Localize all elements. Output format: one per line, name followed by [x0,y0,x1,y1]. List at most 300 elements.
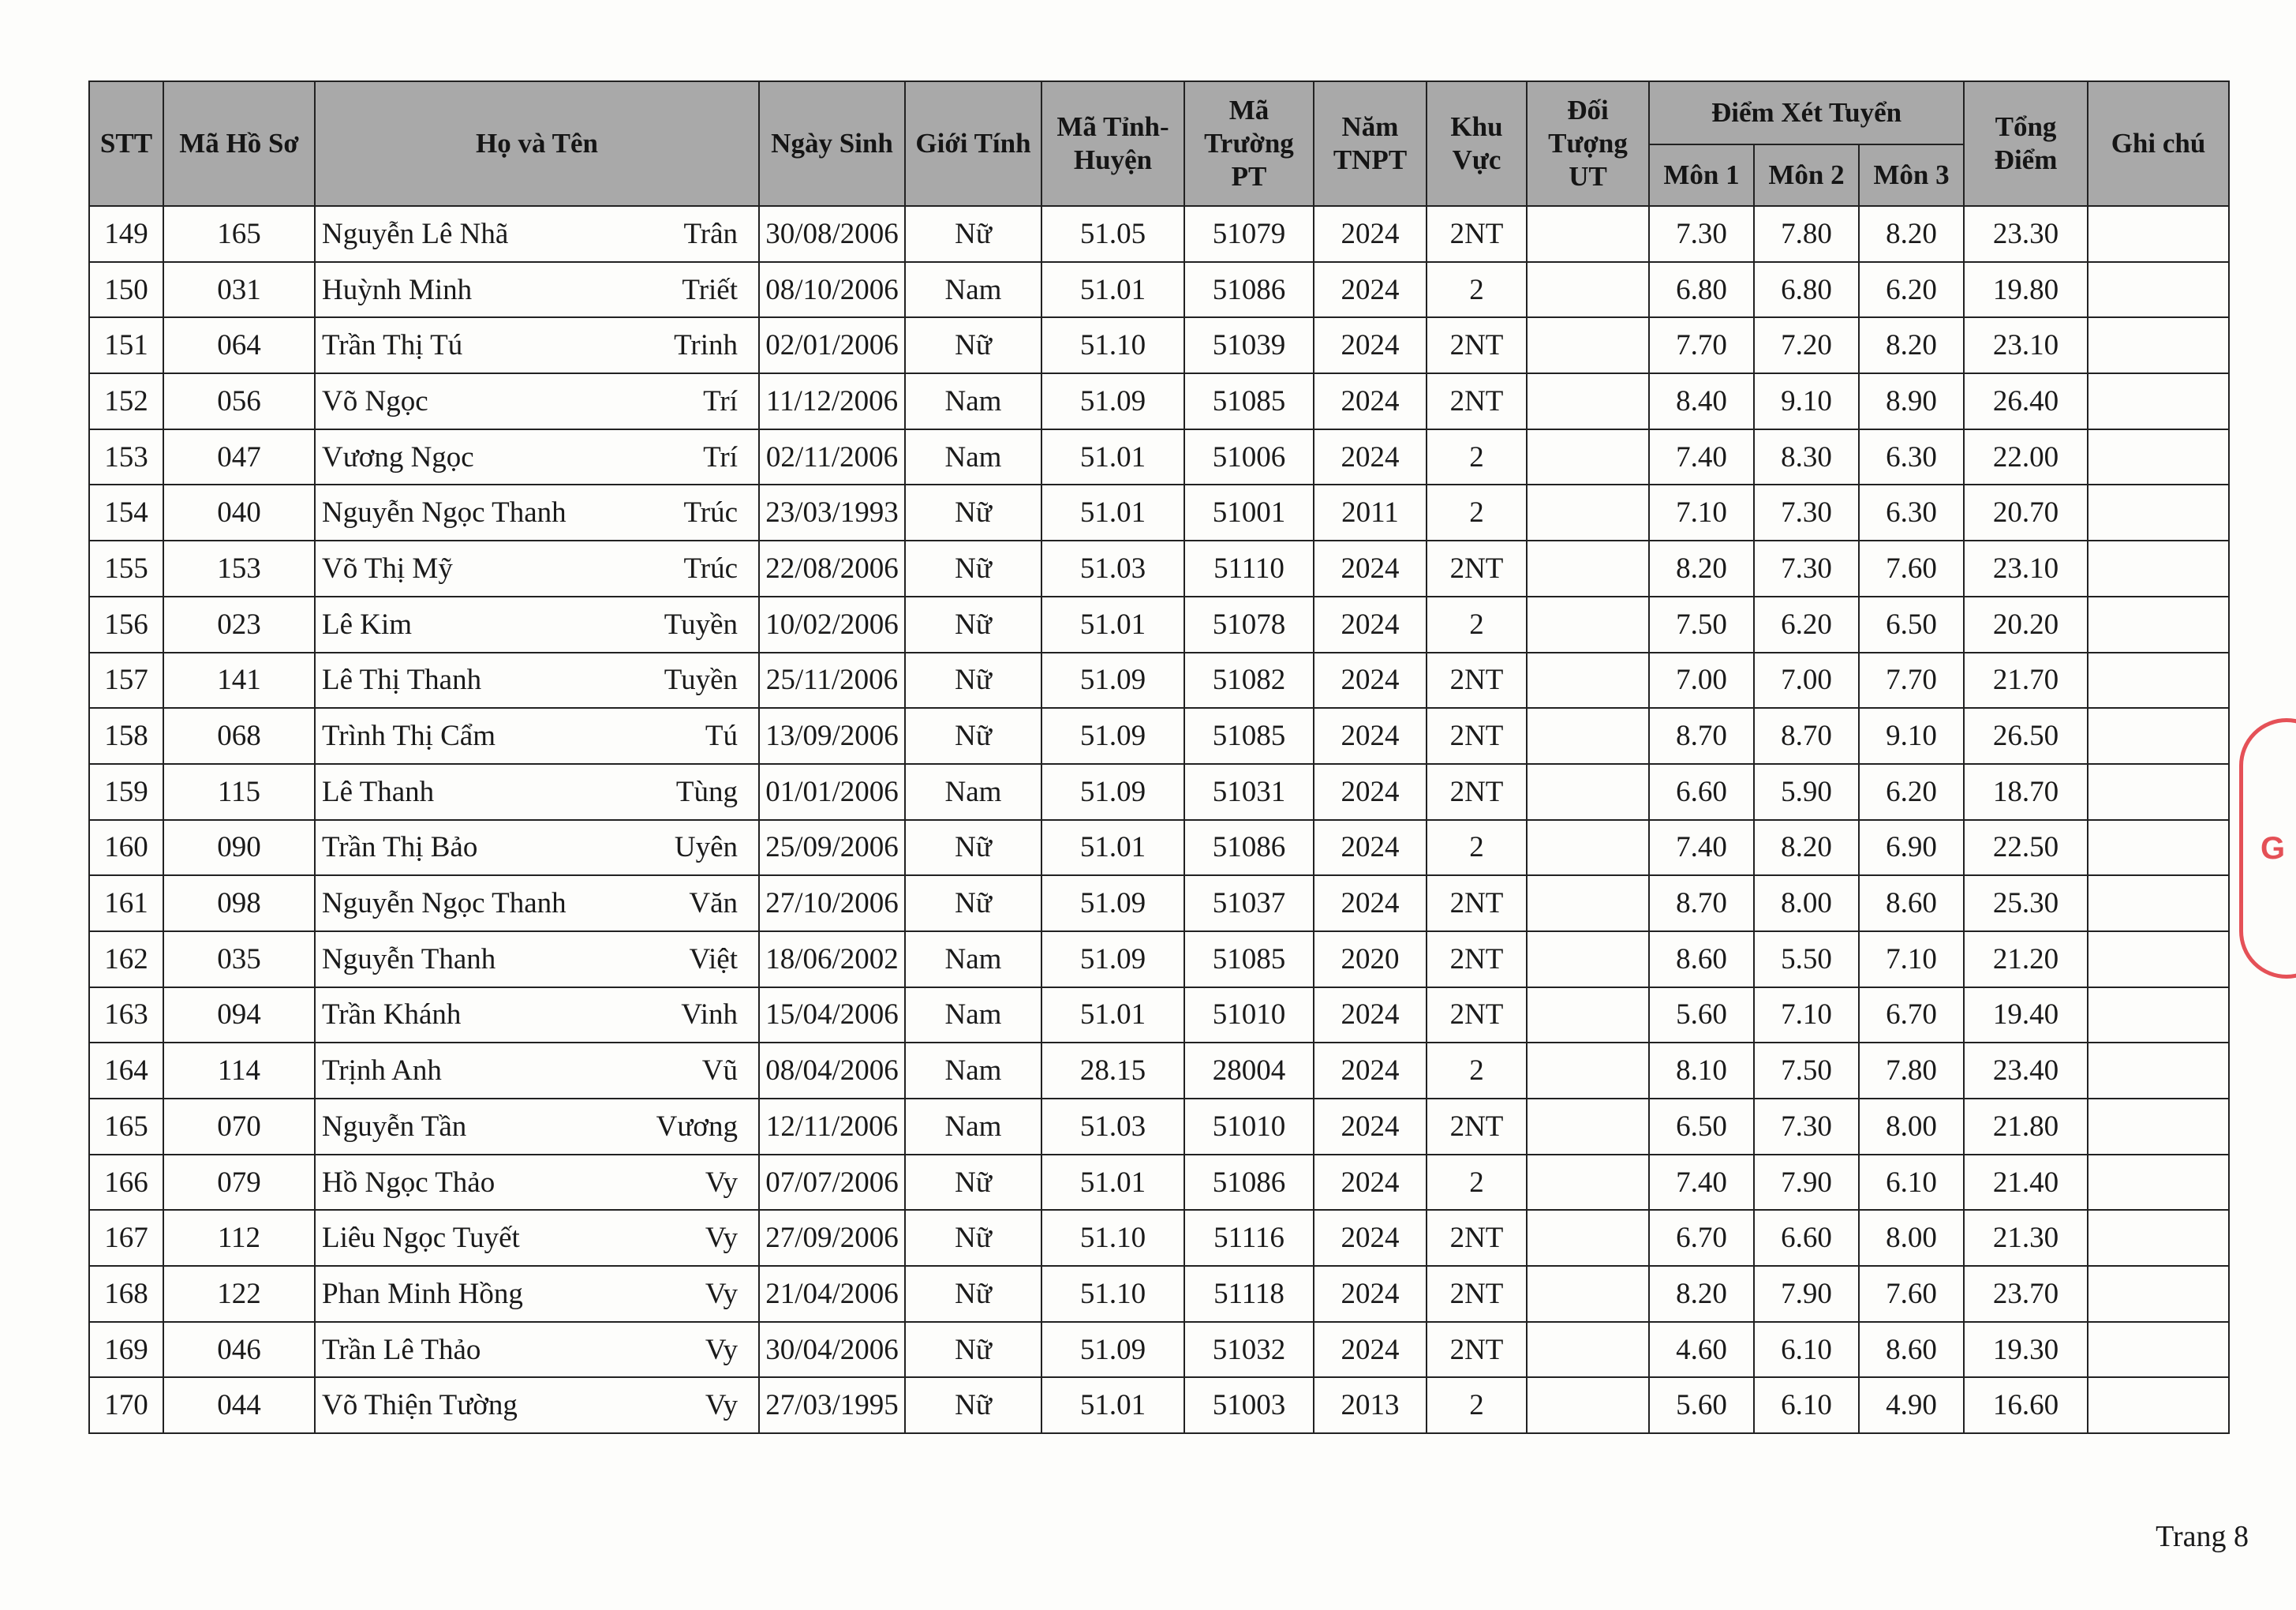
table-row [89,764,2229,820]
ho-va-ten-cell [315,1043,759,1099]
table-row [89,820,2229,876]
ma-ho-so-cell: 079 [163,1155,315,1211]
ma-ho-so-cell: 056 [163,373,315,429]
gioi-tinh-cell: Nam [905,987,1041,1043]
ho-va-ten-cell [315,206,759,262]
nam-tnpt-cell: 2024 [1314,1099,1427,1155]
gioi-tinh-cell: Nữ [905,875,1041,931]
ma-tinh-huyen-cell: 51.01 [1041,429,1184,485]
gioi-tinh-cell: Nam [905,1043,1041,1099]
ma-tinh-huyen-cell: 28.15 [1041,1043,1184,1099]
ghi-chu-cell [2088,987,2229,1043]
khu-vuc-cell: 2NT [1427,1210,1527,1266]
ten: Uyên [674,831,738,864]
ho-lot: Liêu Ngọc Tuyết [322,1222,520,1255]
gioi-tinh-cell: Nữ [905,485,1041,541]
ho-va-ten-cell [315,262,759,318]
mon3-cell: 6.10 [1859,1155,1964,1211]
stt-cell: 156 [89,597,163,653]
gioi-tinh-cell: Nam [905,262,1041,318]
ghi-chu-cell [2088,1266,2229,1322]
ten: Vũ [701,1054,738,1088]
nam-tnpt-cell: 2020 [1314,931,1427,987]
ma-ho-so-cell: 035 [163,931,315,987]
nam-tnpt-cell: 2024 [1314,653,1427,709]
gioi-tinh-cell: Nam [905,373,1041,429]
khu-vuc-cell: 2NT [1427,317,1527,373]
khu-vuc-cell: 2NT [1427,708,1527,764]
tong-diem-cell: 21.80 [1964,1099,2088,1155]
tong-diem-cell: 26.40 [1964,373,2088,429]
ten: Việt [689,942,738,975]
stt-cell: 151 [89,317,163,373]
col-mon2-header: Môn 2 [1754,144,1859,206]
tong-diem-cell: 22.00 [1964,429,2088,485]
stt-cell: 150 [89,262,163,318]
stt-cell: 155 [89,541,163,597]
khu-vuc-cell: 2NT [1427,1322,1527,1378]
ho-lot: Trần Lê Thảo [322,1333,481,1366]
ho-lot: Nguyễn Lê Nhã [322,217,509,250]
page-number: Trang 8 [2156,1520,2249,1553]
mon3-cell: 4.90 [1859,1377,1964,1433]
nam-tnpt-cell: 2024 [1314,597,1427,653]
ghi-chu-cell [2088,317,2229,373]
tong-diem-cell: 19.80 [1964,262,2088,318]
red-seal-stamp [2239,718,2296,979]
nam-tnpt-cell: 2024 [1314,317,1427,373]
ho-va-ten-cell [315,987,759,1043]
stt-cell: 158 [89,708,163,764]
gioi-tinh-cell: Nữ [905,1210,1041,1266]
mon3-cell: 6.70 [1859,987,1964,1043]
doi-tuong-cell [1527,1099,1649,1155]
tong-diem-cell: 23.10 [1964,541,2088,597]
ma-tinh-huyen-cell: 51.01 [1041,597,1184,653]
col-khu-vuc-header: Khu Vực [1427,81,1527,206]
col-ma-ho-so-header: Mã Hồ Sơ [163,81,315,206]
col-diem-xet-tuyen-header: Điểm Xét Tuyển [1649,81,1964,144]
ma-truong-cell: 51010 [1184,1099,1314,1155]
khu-vuc-cell: 2NT [1427,987,1527,1043]
stt-cell: 152 [89,373,163,429]
ma-truong-cell: 51082 [1184,653,1314,709]
ghi-chu-cell [2088,262,2229,318]
ho-va-ten-cell [315,1322,759,1378]
ho-lot: Trần Khánh [322,998,462,1032]
ten: Vy [705,1333,738,1366]
doi-tuong-cell [1527,1210,1649,1266]
khu-vuc-cell: 2 [1427,1377,1527,1433]
ma-truong-cell: 51001 [1184,485,1314,541]
ma-ho-so-cell: 090 [163,820,315,876]
doi-tuong-cell [1527,987,1649,1043]
ho-lot: Lê Thanh [322,775,435,808]
khu-vuc-cell: 2NT [1427,1266,1527,1322]
table-row [89,1322,2229,1378]
ho-va-ten-cell [315,1099,759,1155]
col-ho-va-ten-header: Họ và Tên [315,81,759,206]
ma-ho-so-cell: 115 [163,764,315,820]
ma-ho-so-cell: 044 [163,1377,315,1433]
doi-tuong-cell [1527,597,1649,653]
tong-diem-cell: 21.30 [1964,1210,2088,1266]
table-row [89,987,2229,1043]
admission-list-sheet [88,80,2228,1434]
mon3-cell: 8.20 [1859,206,1964,262]
gioi-tinh-cell: Nam [905,429,1041,485]
doi-tuong-cell [1527,317,1649,373]
col-mon3-header: Môn 3 [1859,144,1964,206]
col-ma-tinh-huyen-header: Mã Tỉnh-Huyện [1041,81,1184,206]
mon1-cell: 7.30 [1649,206,1754,262]
ho-va-ten-cell [315,1155,759,1211]
ma-ho-so-cell: 031 [163,262,315,318]
mon1-cell: 7.10 [1649,485,1754,541]
ma-truong-cell: 51037 [1184,875,1314,931]
ma-ho-so-cell: 114 [163,1043,315,1099]
gioi-tinh-cell: Nam [905,1099,1041,1155]
ten: Vy [705,1277,738,1310]
ma-ho-so-cell: 153 [163,541,315,597]
ghi-chu-cell [2088,541,2229,597]
table-row [89,597,2229,653]
khu-vuc-cell: 2 [1427,1043,1527,1099]
ngay-sinh-cell: 21/04/2006 [759,1266,905,1322]
table-row [89,653,2229,709]
tong-diem-cell: 20.20 [1964,597,2088,653]
khu-vuc-cell: 2 [1427,1155,1527,1211]
ma-tinh-huyen-cell: 51.01 [1041,262,1184,318]
mon1-cell: 7.40 [1649,429,1754,485]
mon2-cell: 7.30 [1754,541,1859,597]
doi-tuong-cell [1527,1377,1649,1433]
tong-diem-cell: 21.20 [1964,931,2088,987]
mon2-cell: 9.10 [1754,373,1859,429]
nam-tnpt-cell: 2024 [1314,820,1427,876]
mon1-cell: 8.70 [1649,875,1754,931]
ngay-sinh-cell: 27/10/2006 [759,875,905,931]
tong-diem-cell: 23.70 [1964,1266,2088,1322]
gioi-tinh-cell: Nữ [905,653,1041,709]
ho-va-ten-cell [315,373,759,429]
ngay-sinh-cell: 13/09/2006 [759,708,905,764]
ma-truong-cell: 51010 [1184,987,1314,1043]
stamp-text: G [2260,830,2286,866]
mon3-cell: 8.60 [1859,875,1964,931]
stt-cell: 165 [89,1099,163,1155]
mon3-cell: 6.90 [1859,820,1964,876]
mon2-cell: 6.10 [1754,1377,1859,1433]
ho-va-ten-cell [315,931,759,987]
ma-ho-so-cell: 098 [163,875,315,931]
ho-lot: Nguyễn Tần [322,1110,467,1143]
ma-tinh-huyen-cell: 51.01 [1041,987,1184,1043]
khu-vuc-cell: 2NT [1427,206,1527,262]
ma-truong-cell: 51086 [1184,262,1314,318]
doi-tuong-cell [1527,708,1649,764]
khu-vuc-cell: 2 [1427,820,1527,876]
ma-truong-cell: 51032 [1184,1322,1314,1378]
table-header [89,81,2229,206]
tong-diem-cell: 25.30 [1964,875,2088,931]
khu-vuc-cell: 2NT [1427,875,1527,931]
stt-cell: 160 [89,820,163,876]
ho-va-ten-cell [315,317,759,373]
ma-tinh-huyen-cell: 51.09 [1041,653,1184,709]
ma-ho-so-cell: 122 [163,1266,315,1322]
table-row [89,1377,2229,1433]
ma-tinh-huyen-cell: 51.01 [1041,1377,1184,1433]
ma-ho-so-cell: 068 [163,708,315,764]
doi-tuong-cell [1527,931,1649,987]
table-row [89,485,2229,541]
mon2-cell: 8.30 [1754,429,1859,485]
mon2-cell: 5.90 [1754,764,1859,820]
mon3-cell: 7.70 [1859,653,1964,709]
ghi-chu-cell [2088,764,2229,820]
ma-tinh-huyen-cell: 51.09 [1041,1322,1184,1378]
doi-tuong-cell [1527,875,1649,931]
ma-tinh-huyen-cell: 51.09 [1041,373,1184,429]
ten: Vy [705,1166,738,1199]
ma-tinh-huyen-cell: 51.10 [1041,1266,1184,1322]
col-mon1-header: Môn 1 [1649,144,1754,206]
ma-ho-so-cell: 165 [163,206,315,262]
mon1-cell: 5.60 [1649,987,1754,1043]
ma-tinh-huyen-cell: 51.01 [1041,1155,1184,1211]
mon3-cell: 7.10 [1859,931,1964,987]
gioi-tinh-cell: Nữ [905,541,1041,597]
ho-va-ten-cell [315,653,759,709]
ma-truong-cell: 51006 [1184,429,1314,485]
gioi-tinh-cell: Nữ [905,317,1041,373]
gioi-tinh-cell: Nữ [905,1322,1041,1378]
ho-lot: Trịnh Anh [322,1054,442,1088]
ngay-sinh-cell: 11/12/2006 [759,373,905,429]
tong-diem-cell: 20.70 [1964,485,2088,541]
ma-truong-cell: 51086 [1184,1155,1314,1211]
ngay-sinh-cell: 30/08/2006 [759,206,905,262]
table-row [89,206,2229,262]
ma-truong-cell: 51078 [1184,597,1314,653]
ma-truong-cell: 51085 [1184,708,1314,764]
stt-cell: 162 [89,931,163,987]
mon3-cell: 8.00 [1859,1210,1964,1266]
mon2-cell: 8.70 [1754,708,1859,764]
mon1-cell: 7.40 [1649,1155,1754,1211]
tong-diem-cell: 26.50 [1964,708,2088,764]
ho-va-ten-cell [315,1377,759,1433]
ma-tinh-huyen-cell: 51.09 [1041,764,1184,820]
table-row [89,429,2229,485]
tong-diem-cell: 18.70 [1964,764,2088,820]
ho-lot: Vương Ngọc [322,440,474,474]
table-row [89,1266,2229,1322]
mon2-cell: 6.80 [1754,262,1859,318]
tong-diem-cell: 23.10 [1964,317,2088,373]
stt-cell: 168 [89,1266,163,1322]
doi-tuong-cell [1527,373,1649,429]
table-row [89,875,2229,931]
gioi-tinh-cell: Nữ [905,708,1041,764]
ho-lot: Võ Ngọc [322,384,428,417]
tong-diem-cell: 21.70 [1964,653,2088,709]
stt-cell: 161 [89,875,163,931]
ngay-sinh-cell: 22/08/2006 [759,541,905,597]
ghi-chu-cell [2088,206,2229,262]
ho-lot: Lê Kim [322,608,413,641]
ngay-sinh-cell: 15/04/2006 [759,987,905,1043]
ma-ho-so-cell: 023 [163,597,315,653]
ghi-chu-cell [2088,1210,2229,1266]
table-row [89,541,2229,597]
ten: Vinh [681,998,738,1032]
table-row [89,1155,2229,1211]
ma-truong-cell: 51118 [1184,1266,1314,1322]
gioi-tinh-cell: Nữ [905,1377,1041,1433]
nam-tnpt-cell: 2024 [1314,429,1427,485]
ma-ho-so-cell: 047 [163,429,315,485]
ho-lot: Nguyễn Ngọc Thanh [322,496,567,530]
ho-lot: Lê Thị Thanh [322,664,482,697]
col-nam-tnpt-header: Năm TNPT [1314,81,1427,206]
mon2-cell: 7.90 [1754,1155,1859,1211]
ho-lot: Võ Thiện Tường [322,1389,518,1422]
mon2-cell: 8.20 [1754,820,1859,876]
nam-tnpt-cell: 2024 [1314,875,1427,931]
mon3-cell: 6.30 [1859,485,1964,541]
mon3-cell: 7.60 [1859,541,1964,597]
col-tong-diem-header: Tổng Điểm [1964,81,2088,206]
table-row [89,317,2229,373]
ngay-sinh-cell: 27/09/2006 [759,1210,905,1266]
ma-truong-cell: 51079 [1184,206,1314,262]
ma-tinh-huyen-cell: 51.09 [1041,931,1184,987]
khu-vuc-cell: 2 [1427,597,1527,653]
ten: Trinh [674,329,738,362]
ho-va-ten-cell [315,708,759,764]
mon2-cell: 6.20 [1754,597,1859,653]
doi-tuong-cell [1527,1266,1649,1322]
mon1-cell: 4.60 [1649,1322,1754,1378]
ma-tinh-huyen-cell: 51.09 [1041,875,1184,931]
mon2-cell: 7.00 [1754,653,1859,709]
ho-va-ten-cell [315,875,759,931]
col-stt-header: STT [89,81,163,206]
doi-tuong-cell [1527,1322,1649,1378]
ho-va-ten-cell [315,764,759,820]
ma-truong-cell: 51116 [1184,1210,1314,1266]
nam-tnpt-cell: 2024 [1314,1266,1427,1322]
doi-tuong-cell [1527,1155,1649,1211]
mon2-cell: 6.60 [1754,1210,1859,1266]
ngay-sinh-cell: 02/01/2006 [759,317,905,373]
ngay-sinh-cell: 08/10/2006 [759,262,905,318]
ma-truong-cell: 51110 [1184,541,1314,597]
mon2-cell: 7.90 [1754,1266,1859,1322]
ma-tinh-huyen-cell: 51.01 [1041,820,1184,876]
ma-tinh-huyen-cell: 51.03 [1041,541,1184,597]
nam-tnpt-cell: 2024 [1314,987,1427,1043]
mon1-cell: 7.40 [1649,820,1754,876]
ma-truong-cell: 51085 [1184,373,1314,429]
ma-tinh-huyen-cell: 51.10 [1041,1210,1184,1266]
ten: Tùng [675,775,738,808]
mon1-cell: 8.10 [1649,1043,1754,1099]
khu-vuc-cell: 2NT [1427,931,1527,987]
mon1-cell: 8.60 [1649,931,1754,987]
ma-ho-so-cell: 070 [163,1099,315,1155]
ho-lot: Trần Thị Tú [322,329,463,362]
col-ghi-chu-header: Ghi chú [2088,81,2229,206]
ten: Vy [705,1222,738,1255]
ghi-chu-cell [2088,1377,2229,1433]
mon1-cell: 5.60 [1649,1377,1754,1433]
stt-cell: 163 [89,987,163,1043]
table-body [89,206,2229,1433]
table-row [89,1099,2229,1155]
table-row [89,1210,2229,1266]
ho-lot: Huỳnh Minh [322,273,473,306]
table-row [89,373,2229,429]
ma-ho-so-cell: 094 [163,987,315,1043]
mon3-cell: 6.20 [1859,764,1964,820]
col-doi-tuong-header: Đối Tượng UT [1527,81,1649,206]
stt-cell: 159 [89,764,163,820]
ghi-chu-cell [2088,485,2229,541]
mon3-cell: 8.90 [1859,373,1964,429]
khu-vuc-cell: 2 [1427,262,1527,318]
khu-vuc-cell: 2NT [1427,541,1527,597]
tong-diem-cell: 16.60 [1964,1377,2088,1433]
khu-vuc-cell: 2NT [1427,764,1527,820]
ma-tinh-huyen-cell: 51.10 [1041,317,1184,373]
ten: Trúc [683,552,738,585]
ho-va-ten-cell [315,820,759,876]
stt-cell: 149 [89,206,163,262]
doi-tuong-cell [1527,485,1649,541]
doi-tuong-cell [1527,1043,1649,1099]
ghi-chu-cell [2088,875,2229,931]
nam-tnpt-cell: 2024 [1314,1155,1427,1211]
mon2-cell: 7.50 [1754,1043,1859,1099]
mon1-cell: 8.40 [1649,373,1754,429]
ho-lot: Hồ Ngọc Thảo [322,1166,495,1199]
stt-cell: 157 [89,653,163,709]
ho-lot: Võ Thị Mỹ [322,552,453,585]
tong-diem-cell: 21.40 [1964,1155,2088,1211]
mon2-cell: 7.30 [1754,1099,1859,1155]
nam-tnpt-cell: 2024 [1314,764,1427,820]
tong-diem-cell: 22.50 [1964,820,2088,876]
col-ngay-sinh-header: Ngày Sinh [759,81,905,206]
mon2-cell: 7.10 [1754,987,1859,1043]
nam-tnpt-cell: 2024 [1314,206,1427,262]
ngay-sinh-cell: 12/11/2006 [759,1099,905,1155]
ghi-chu-cell [2088,1043,2229,1099]
mon1-cell: 6.70 [1649,1210,1754,1266]
ten: Tuyền [664,664,738,697]
mon1-cell: 6.60 [1649,764,1754,820]
ma-tinh-huyen-cell: 51.09 [1041,708,1184,764]
mon2-cell: 7.80 [1754,206,1859,262]
ngay-sinh-cell: 07/07/2006 [759,1155,905,1211]
ten: Tuyền [664,608,738,641]
ma-ho-so-cell: 064 [163,317,315,373]
khu-vuc-cell: 2NT [1427,1099,1527,1155]
table-row [89,262,2229,318]
